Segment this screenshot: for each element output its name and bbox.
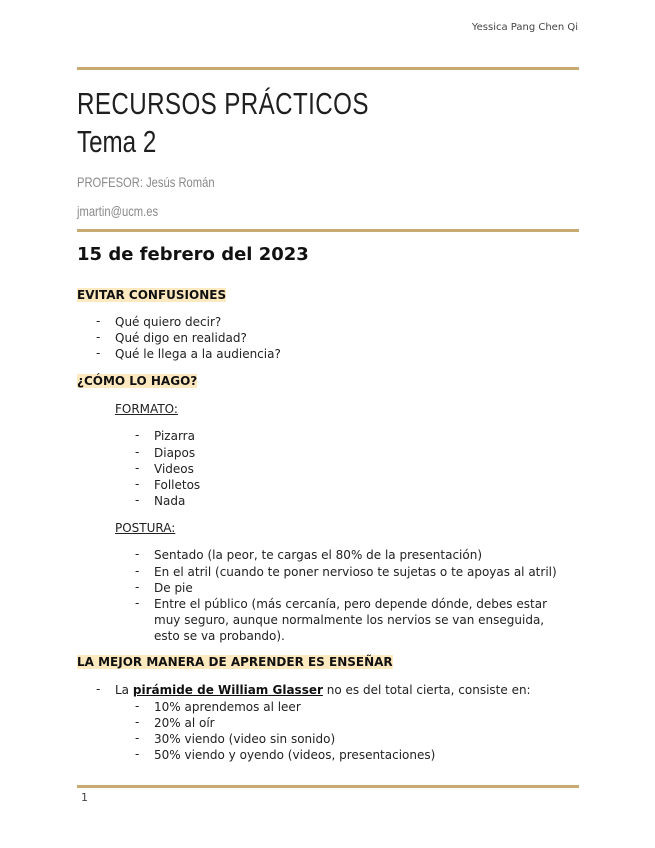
list-bullet: - [135, 580, 140, 594]
list-bullet: - [135, 477, 140, 491]
section-heading-mejor: LA MEJOR MANERA DE APRENDER ES ENSEÑAR [77, 655, 393, 669]
formato-label: FORMATO: [115, 402, 178, 416]
list-item: Pizarra [154, 429, 195, 443]
list-bullet: - [135, 699, 140, 713]
list-item: Nada [154, 494, 186, 508]
list-item: De pie [154, 581, 193, 595]
email-line[interactable]: jmartin@ucm.es [77, 203, 159, 219]
footer-divider [77, 785, 579, 788]
list-bullet: - [135, 445, 140, 459]
author-name: Yessica Pang Chen Qi [471, 22, 578, 33]
intro-suffix: no es del total cierta, consiste en: [326, 683, 531, 697]
list-bullet: - [135, 731, 140, 745]
list-item: Qué le llega a la audiencia? [115, 347, 281, 361]
document-title: RECURSOS PRÁCTICOS [77, 86, 369, 121]
list-bullet: - [96, 330, 101, 344]
list-item: 20% al oír [154, 716, 215, 730]
list-item: Entre el público (más cercanía, pero depende dónde, debes estar muy seguro, aunque normalmente los nervios se van enseguida, esto se va probando). [154, 597, 547, 643]
page-number: 1 [81, 791, 88, 804]
list-bullet: - [135, 747, 140, 761]
list-item: Diapos [154, 446, 196, 460]
list-bullet: - [135, 493, 140, 507]
list-item: 30% viendo (video sin sonido) [154, 732, 336, 746]
list-item: 50% viendo y oyendo (videos, presentaciones) [154, 748, 436, 762]
date-heading: 15 de febrero del 2023 [77, 244, 309, 265]
list-bullet: - [135, 461, 140, 475]
list-bullet: - [135, 564, 140, 578]
list-item: Folletos [154, 478, 201, 492]
top-divider [77, 67, 579, 70]
list-bullet: - [96, 314, 101, 328]
list-bullet: - [96, 682, 101, 696]
section-heading-evitar: EVITAR CONFUSIONES [77, 288, 227, 302]
list-bullet: - [96, 346, 101, 360]
list-item: En el atril (cuando te poner nervioso te sujetas o te apoyas al atril) [154, 565, 557, 579]
professor-line: PROFESOR: Jesús Román [77, 174, 215, 190]
list-item: Videos [154, 462, 194, 476]
glasser-pyramid-link[interactable]: pirámide de William Glasser [132, 683, 323, 697]
title-divider [77, 229, 579, 232]
list-bullet: - [135, 715, 140, 729]
glasser-intro [115, 682, 531, 698]
list-item: 10% aprendemos al leer [154, 700, 301, 714]
document-subtitle: Tema 2 [77, 124, 157, 159]
list-bullet: - [135, 547, 140, 561]
list-item: Qué quiero decir? [115, 315, 222, 329]
list-item: Qué digo en realidad? [115, 331, 247, 345]
section-heading-como: ¿CÓMO LO HAGO? [77, 374, 198, 388]
intro-prefix: La [115, 683, 130, 697]
postura-label: POSTURA: [115, 521, 176, 535]
list-item: Sentado (la peor, te cargas el 80% de la presentación) [154, 548, 483, 562]
list-bullet: - [135, 428, 140, 442]
list-bullet: - [135, 596, 140, 610]
